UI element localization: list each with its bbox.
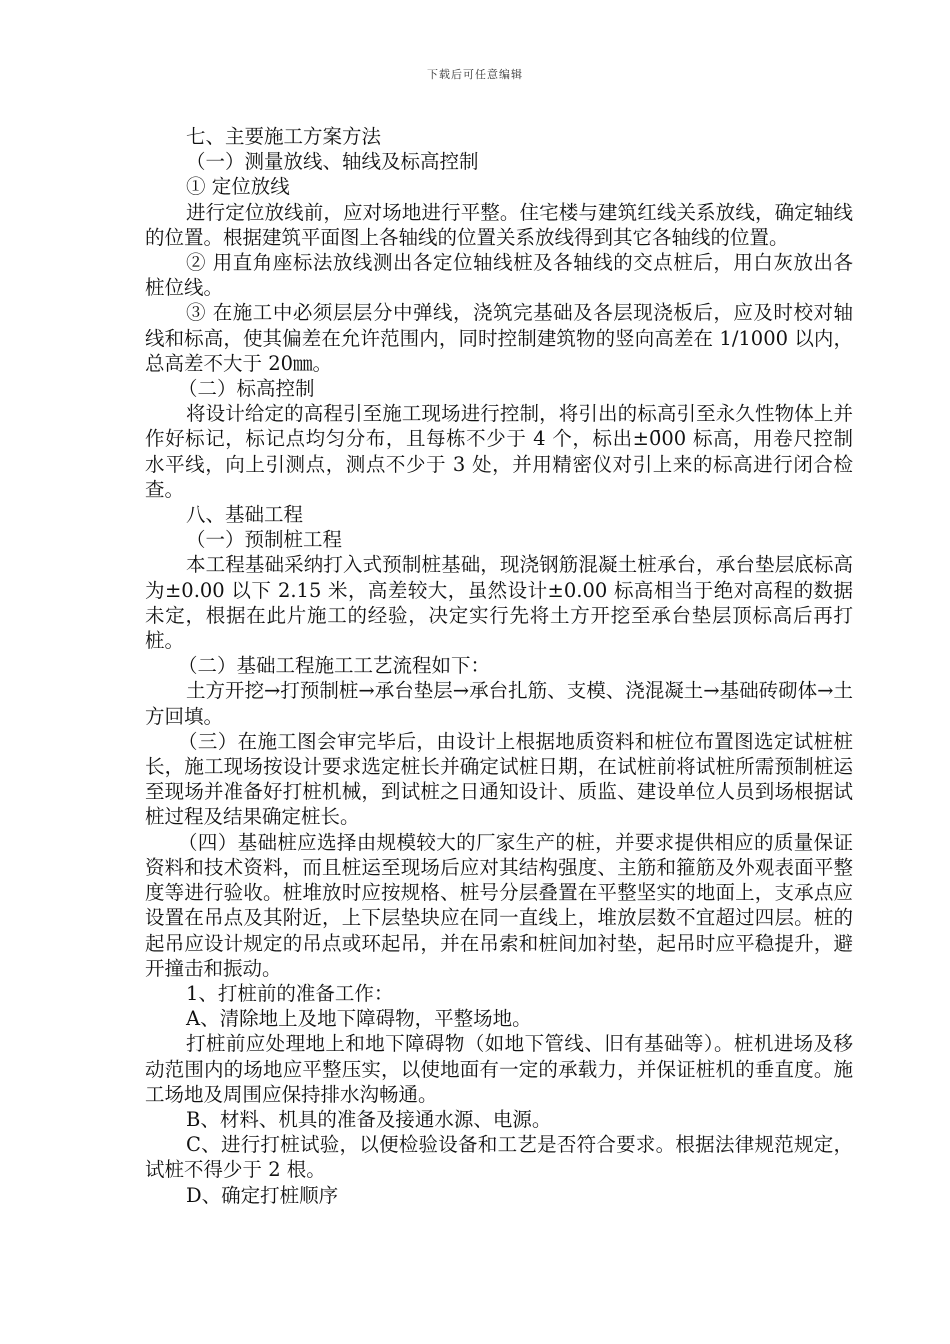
paragraph-14: （四）基础桩应选择由规模较大的厂家生产的桩，并要求提供相应的质量保证资料和技术资料，而且桩运至现场后应对其结构强度、主筋和箍筋及外观表面平整度等进行验收。桩堆放时应按规格、桩号分层叠置在平整坚实的地面上，支承点应设置在吊点及其附近，上下层垫块应在同一直线上，堆放层数不宜超过四层。桩的起吊应设计规定的吊点或环起吊，并在吊索和桩间加衬垫，起吊时应平稳提升，避开撞击和振动。 — [145, 830, 853, 980]
paragraph-19: C、进行打桩试验，以便检验设备和工艺是否符合要求。根据法律规范规定，试桩不得少于 2 根。 — [145, 1133, 853, 1182]
paragraph-6: （二）标高控制 — [178, 377, 315, 401]
page-header: 下载后可任意编辑 — [427, 68, 523, 81]
paragraph-12: 土方开挖→打预制桩→承台垫层→承台扎筋、支模、浇混凝土→基础砖砌体→土方回填。 — [145, 679, 853, 728]
paragraph-15: 1、打桩前的准备工作： — [186, 981, 394, 1005]
paragraph-18: B、材料、机具的准备及接通水源、电源。 — [186, 1107, 552, 1131]
paragraph-13: （三）在施工图会审完毕后，由设计上根据地质资料和桩位布置图选定试桩桩长，施工现场按设计要求选定桩长并确定试桩日期，在试桩前将试桩所需预制桩运至现场并准备好打桩机械，到试桩之日通知设计、质监、建设单位人员到场根据试桩过程及结果确定桩长。 — [145, 729, 853, 829]
paragraph-1: （一）测量放线、轴线及标高控制 — [186, 150, 479, 174]
paragraph-16: A、清除地上及地下障碍物，平整场地。 — [186, 1007, 532, 1031]
paragraph-0: 七、主要施工方案方法 — [186, 125, 382, 148]
paragraph-9: （一）预制桩工程 — [186, 528, 343, 552]
paragraph-3: 进行定位放线前，应对场地进行平整。住宅楼与建筑红线关系放线，确定轴线的位置。根据建筑平面图上各轴线的位置关系放线得到其它各轴线的位置。 — [145, 200, 853, 249]
paragraph-2: ① 定位放线 — [186, 175, 290, 199]
paragraph-7: 将设计给定的高程引至施工现场进行控制，将引出的标高引至永久性物体上并作好标记，标记点均匀分布，且每栋不少于 4 个，标出±0̄00 标高，用卷尺控制水平线，向上引测点，测点不少于 3 处，并用精密仪对引上来的标高进行闭合检查。 — [145, 402, 853, 501]
paragraph-20: D、确定打桩顺序 — [186, 1183, 339, 1207]
paragraph-5: ③ 在施工中必须层层分中弹线，浇筑完基础及各层现浇板后，应及时校对轴线和标高，使其偏差在允许范围内，同时控制建筑物的竖向高差在 1/1000 以内，总高差不大于 20㎜。 — [145, 301, 853, 375]
paragraph-11: （二）基础工程施工工艺流程如下： — [178, 654, 491, 678]
paragraph-8: 八、基础工程 — [186, 503, 304, 527]
document-body — [145, 124, 853, 1208]
paragraph-4: ② 用直角座标法放线测出各定位轴线桩及各轴线的交点桩后，用白灰放出各桩位线。 — [145, 251, 853, 300]
paragraph-10: 本工程基础采纳打入式预制桩基础，现浇钢筋混凝土桩承台，承台垫层底标高为±0.00 以下 2.15 米，高差较大，虽然设计±0.00 标高相当于绝对高程的数据未定，根据在此片施工的经验，决定实行先将土方开挖至承台垫层顶标高后再打桩。 — [145, 553, 853, 653]
paragraph-17: 打桩前应处理地上和地下障碍物（如地下管线、旧有基础等）。桩机进场及移动范围内的场地应平整压实，以使地面有一定的承载力，并保证桩机的垂直度。施工场地及周围应保持排水沟畅通。 — [145, 1032, 853, 1106]
